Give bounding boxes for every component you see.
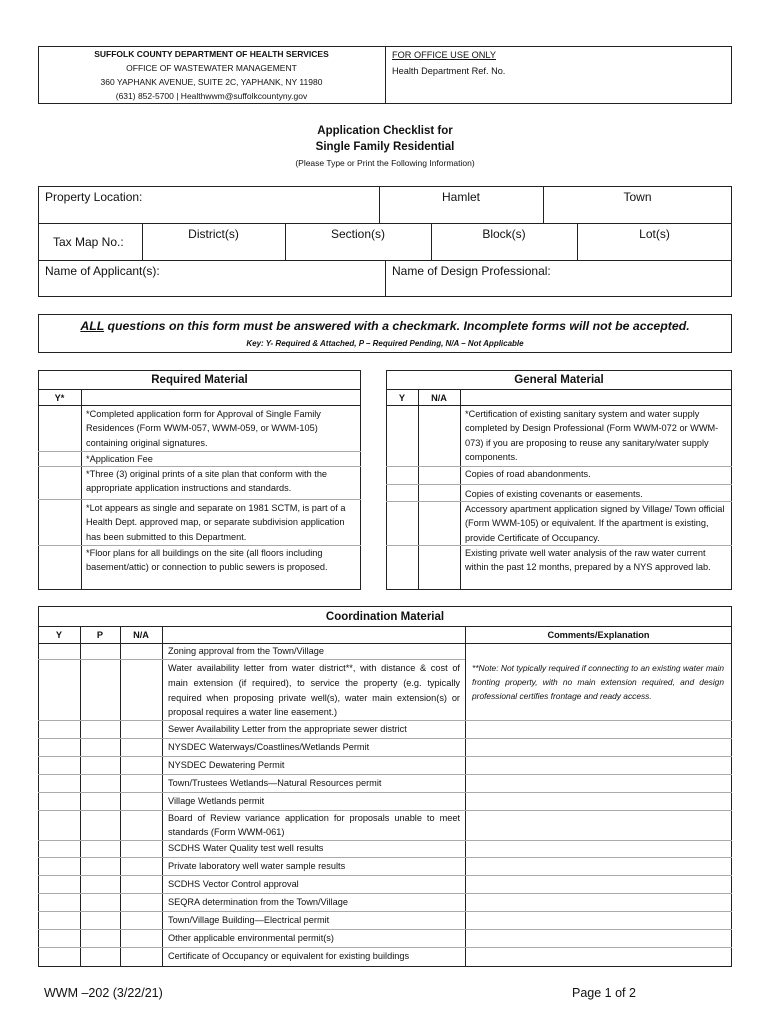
coordination-item: Other applicable environmental permit(s) xyxy=(168,933,334,943)
required-item: *Floor plans for all buildings on the site (all floors including basement/attic) or connection to public sewers is proposed. xyxy=(86,548,328,573)
instruction-text: (Please Type or Print the Following Information) xyxy=(295,158,475,168)
coordination-item: SEQRA determination from the Town/Village xyxy=(168,897,348,907)
dept-name: SUFFOLK COUNTY DEPARTMENT OF HEALTH SERVICES xyxy=(94,49,329,59)
coordination-item: Water availability letter from water district**, with distance & cost of main extension (if required), to service the property (e.g. typically required when proposing private well(s), water main extension(s) or proposal requires a water line easement.) xyxy=(168,663,460,718)
block-field[interactable]: Block(s) xyxy=(482,227,526,241)
coordination-item: NYSDEC Waterways/Coastlines/Wetlands Permit xyxy=(168,742,370,752)
section-field[interactable]: Section(s) xyxy=(330,227,386,241)
notice-all: ALL xyxy=(80,319,105,333)
notice-text xyxy=(38,319,732,333)
general-col-na: N/A xyxy=(431,393,447,403)
lot-field[interactable]: Lot(s) xyxy=(639,227,670,241)
property-location-field[interactable]: Property Location: xyxy=(45,190,143,204)
design-professional-field[interactable]: Name of Design Professional: xyxy=(392,264,551,278)
general-item: Accessory apartment application signed by Village/ Town official (Form WWM-105) or equivalent. If the apartment is existing, provide Certificate of Occupancy. xyxy=(465,504,725,543)
coord-col-na: N/A xyxy=(133,630,149,640)
hamlet-field[interactable]: Hamlet xyxy=(441,190,480,204)
general-material-title: General Material xyxy=(514,374,604,386)
coordination-item: Town/Village Building—Electrical permit xyxy=(168,915,330,925)
coordination-material-title: Coordination Material xyxy=(325,611,445,623)
coord-col-y: Y xyxy=(55,630,63,640)
required-item: *Completed application form for Approval of Single Family Residences (Form WWM-057, WWM-059, or WWM-105) containing original signatures. xyxy=(86,409,321,448)
key-text: Key: Y- Required & Attached, P – Required Pending, N/A – Not Applicable xyxy=(246,339,524,348)
ref-no-label: Health Department Ref. No. xyxy=(392,66,506,76)
office-use-label: FOR OFFICE USE ONLY xyxy=(392,50,496,60)
coordination-item: NYSDEC Dewatering Permit xyxy=(168,760,285,770)
required-item: *Lot appears as single and separate on 1981 SCTM, is part of a Health Dept. approved map, or separate subdivision application has been submitted to this Department. xyxy=(86,503,346,542)
general-col-y: Y xyxy=(398,393,406,403)
office-address: 360 YAPHANK AVENUE, SUITE 2C, YAPHANK, NY 11980 xyxy=(100,77,323,87)
general-item: Existing private well water analysis of the raw water current within the past 12 months, prepared by a NYS approved lab. xyxy=(465,548,711,573)
water-availability-note: **Note: Not typically required if connecting to an existing water main fronting property, with no main extension required, and design professional certifies frontage and ready access. xyxy=(472,663,724,702)
required-item: *Three (3) original prints of a site plan that conform with the appropriate application instructions and standards. xyxy=(86,469,328,494)
town-field[interactable]: Town xyxy=(623,190,652,204)
coord-col-p: P xyxy=(96,630,104,640)
district-field[interactable]: District(s) xyxy=(188,227,239,241)
tax-map-label: Tax Map No.: xyxy=(53,235,124,249)
general-item: Copies of road abandonments. xyxy=(465,469,591,479)
required-material-title: Required Material xyxy=(151,374,248,386)
page-title-line1: Application Checklist for xyxy=(317,125,453,137)
coordination-item: Board of Review variance application for proposals unable to meet standards (Form WWM-061) xyxy=(168,813,460,838)
coordination-item: Certificate of Occupancy or equivalent for existing buildings xyxy=(168,951,410,961)
general-item: Copies of existing covenants or easements. xyxy=(465,489,643,499)
coordination-item: Zoning approval from the Town/Village xyxy=(168,646,324,656)
page-number: Page 1 of 2 xyxy=(572,986,636,1000)
required-item: *Application Fee xyxy=(86,454,153,464)
coordination-item: Private laboratory well water sample results xyxy=(168,861,346,871)
required-col-y: Y* xyxy=(54,393,65,403)
coordination-item: Town/Trustees Wetlands—Natural Resources permit xyxy=(168,778,382,788)
coord-col-comments: Comments/Explanation xyxy=(547,630,650,640)
coordination-item: Sewer Availability Letter from the appropriate sewer district xyxy=(168,724,407,734)
applicant-field[interactable]: Name of Applicant(s): xyxy=(45,264,160,278)
office-contact: (631) 852-5700 | Healthwwm@suffolkcountyny.gov xyxy=(115,91,308,101)
coordination-item: Village Wetlands permit xyxy=(168,796,265,806)
coordination-item: SCDHS Water Quality test well results xyxy=(168,843,324,853)
form-id: WWM –202 (3/22/21) xyxy=(44,986,163,1000)
office-name: OFFICE OF WASTEWATER MANAGEMENT xyxy=(126,63,297,73)
general-item: *Certification of existing sanitary system and water supply completed by Design Professional (Form WWM-072 or WWM-073) if you are proposing to reuse any sanitary/water supply components. xyxy=(465,409,719,463)
page-title-line2: Single Family Residential xyxy=(315,141,455,153)
coordination-item: SCDHS Vector Control approval xyxy=(168,879,299,889)
notice-rest: questions on this form must be answered with a checkmark. Incomplete forms will not be accepted. xyxy=(104,319,690,333)
